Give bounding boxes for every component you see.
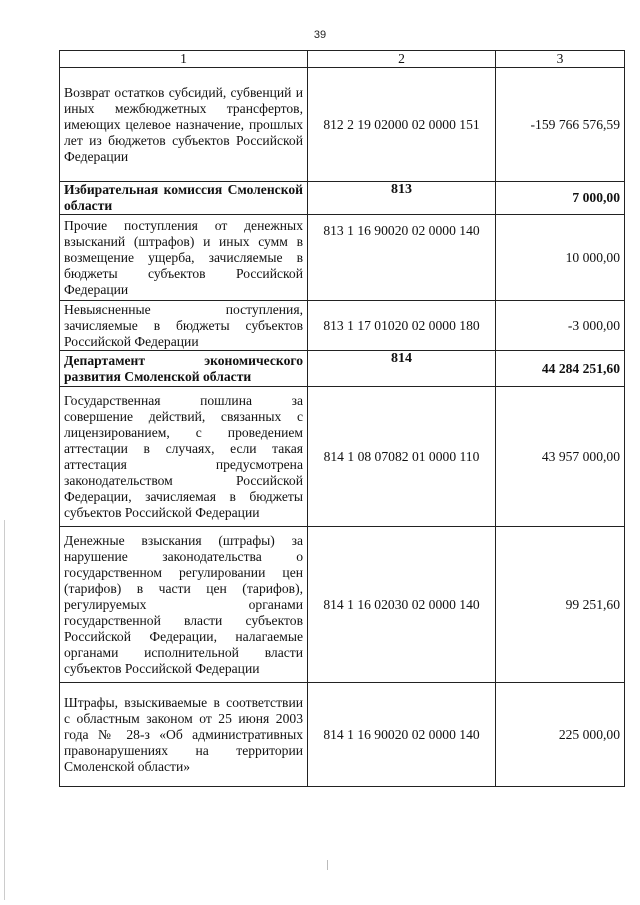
section-amount: 44 284 251,60 [496, 351, 625, 387]
row-name: Прочие поступления от денежных взысканий (штрафов) и иных сумм в возмещение ущерба, зачисляемые в бюджеты субъектов Российской Федерации [60, 215, 308, 301]
row-code: 814 1 08 07082 01 0000 110 [308, 387, 496, 527]
table-row [60, 387, 625, 527]
table-row [60, 215, 625, 301]
section-name: Избирательная комиссия Смоленской области [60, 182, 308, 215]
row-code: 813 1 16 90020 02 0000 140 [308, 215, 496, 301]
row-amount: -3 000,00 [496, 301, 625, 351]
table-row [60, 68, 625, 182]
page-number: 39 [313, 29, 327, 41]
column-3-header: 3 [496, 51, 625, 68]
section-name: Департамент экономического развития Смоленской области [60, 351, 308, 387]
row-code: 813 1 17 01020 02 0000 180 [308, 301, 496, 351]
row-code: 812 2 19 02000 02 0000 151 [308, 68, 496, 182]
row-amount: 43 957 000,00 [496, 387, 625, 527]
column-2-header: 2 [308, 51, 496, 68]
row-name: Денежные взыскания (штрафы) за нарушение законодательства о государственном регулировании цен (тарифов) в части цен (тарифов), регулируемых органами государственной власти субъектов Российской Федерации, налагаемые органами исполнительной власти субъектов Российской Федерации [60, 527, 308, 683]
table-row [60, 301, 625, 351]
scan-artifact [327, 860, 328, 870]
row-amount: 10 000,00 [496, 215, 625, 301]
row-amount: 225 000,00 [496, 683, 625, 787]
table-row [60, 527, 625, 683]
table-column-header [60, 51, 625, 68]
table-section-row [60, 182, 625, 215]
table-section-row [60, 351, 625, 387]
row-name: Штрафы, взыскиваемые в соответствии с областным законом от 25 июня 2003 года № 28-з «Об административных правонарушениях на территории Смоленской области» [60, 683, 308, 787]
section-amount: 7 000,00 [496, 182, 625, 215]
row-amount: 99 251,60 [496, 527, 625, 683]
scan-edge-line [4, 520, 5, 900]
section-code: 813 [308, 182, 496, 215]
row-name: Невыясненные поступления, зачисляемые в бюджеты субъектов Российской Федерации [60, 301, 308, 351]
row-name: Возврат остатков субсидий, субвенций и иных межбюджетных трансфертов, имеющих целевое назначение, прошлых лет из бюджетов субъектов Российской Федерации [60, 68, 308, 182]
row-name: Государственная пошлина за совершение действий, связанных с лицензированием, с проведением аттестации в случаях, если такая аттестация предусмотрена законодательством Российской Федерации, зачисляемая в бюджеты субъектов Российской Федерации [60, 387, 308, 527]
table-row [60, 683, 625, 787]
row-code: 814 1 16 02030 02 0000 140 [308, 527, 496, 683]
section-code: 814 [308, 351, 496, 387]
column-1-header: 1 [60, 51, 308, 68]
budget-table [59, 50, 625, 787]
row-code: 814 1 16 90020 02 0000 140 [308, 683, 496, 787]
row-amount: -159 766 576,59 [496, 68, 625, 182]
